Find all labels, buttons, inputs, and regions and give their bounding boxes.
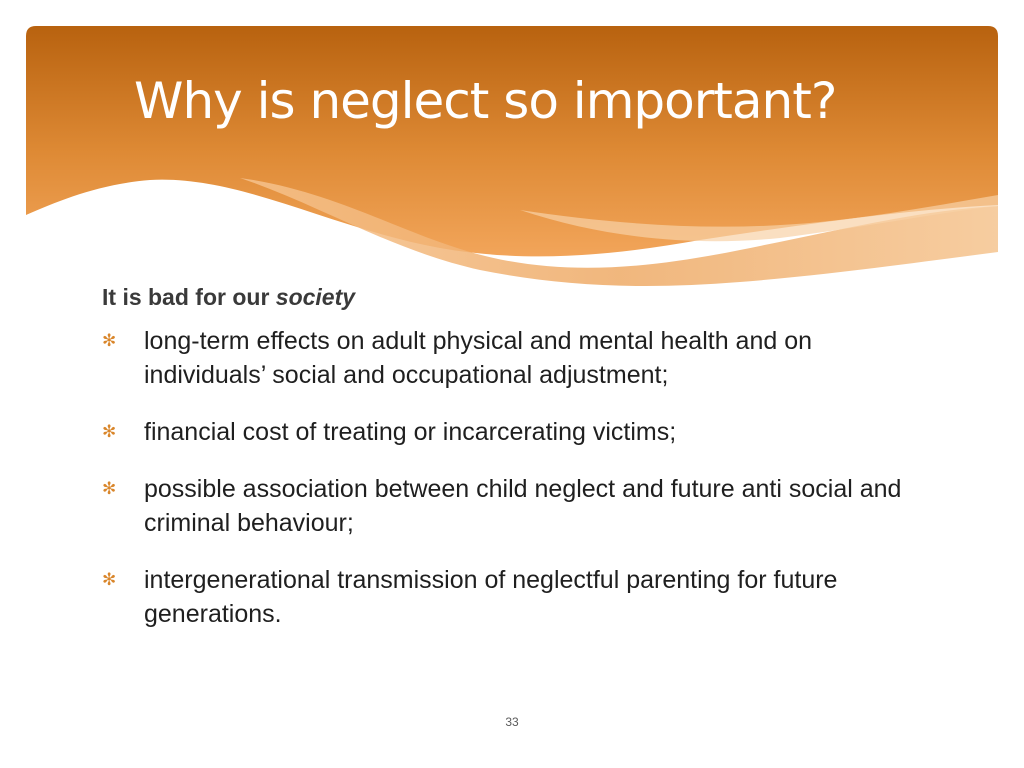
bullet-item [102, 324, 922, 392]
bullet-text: intergenerational transmission of neglectful parenting for future generations. [144, 566, 838, 628]
asterisk-icon: ✻ [102, 331, 117, 350]
subheading-prefix: It is bad for our [102, 284, 276, 310]
bullet-item [102, 472, 922, 540]
bullet-item [102, 415, 922, 449]
asterisk-icon: ✻ [102, 570, 117, 589]
subheading [102, 284, 922, 311]
bullet-text: long-term effects on adult physical and mental health and on individuals’ social and occupational adjustment; [144, 327, 813, 389]
asterisk-icon: ✻ [102, 479, 117, 498]
bullet-text: possible association between child neglect and future anti social and criminal behaviour; [144, 475, 902, 537]
bullet-item [102, 563, 922, 631]
bullet-list [102, 324, 922, 631]
asterisk-icon: ✻ [102, 422, 117, 441]
subheading-emphasis: society [275, 284, 356, 310]
slide-title: Why is neglect so important? [134, 72, 837, 130]
page-number: 33 [505, 715, 519, 729]
bullet-text: financial cost of treating or incarcerating victims; [144, 418, 677, 446]
title-banner [0, 0, 1024, 300]
slide-content [102, 284, 922, 654]
